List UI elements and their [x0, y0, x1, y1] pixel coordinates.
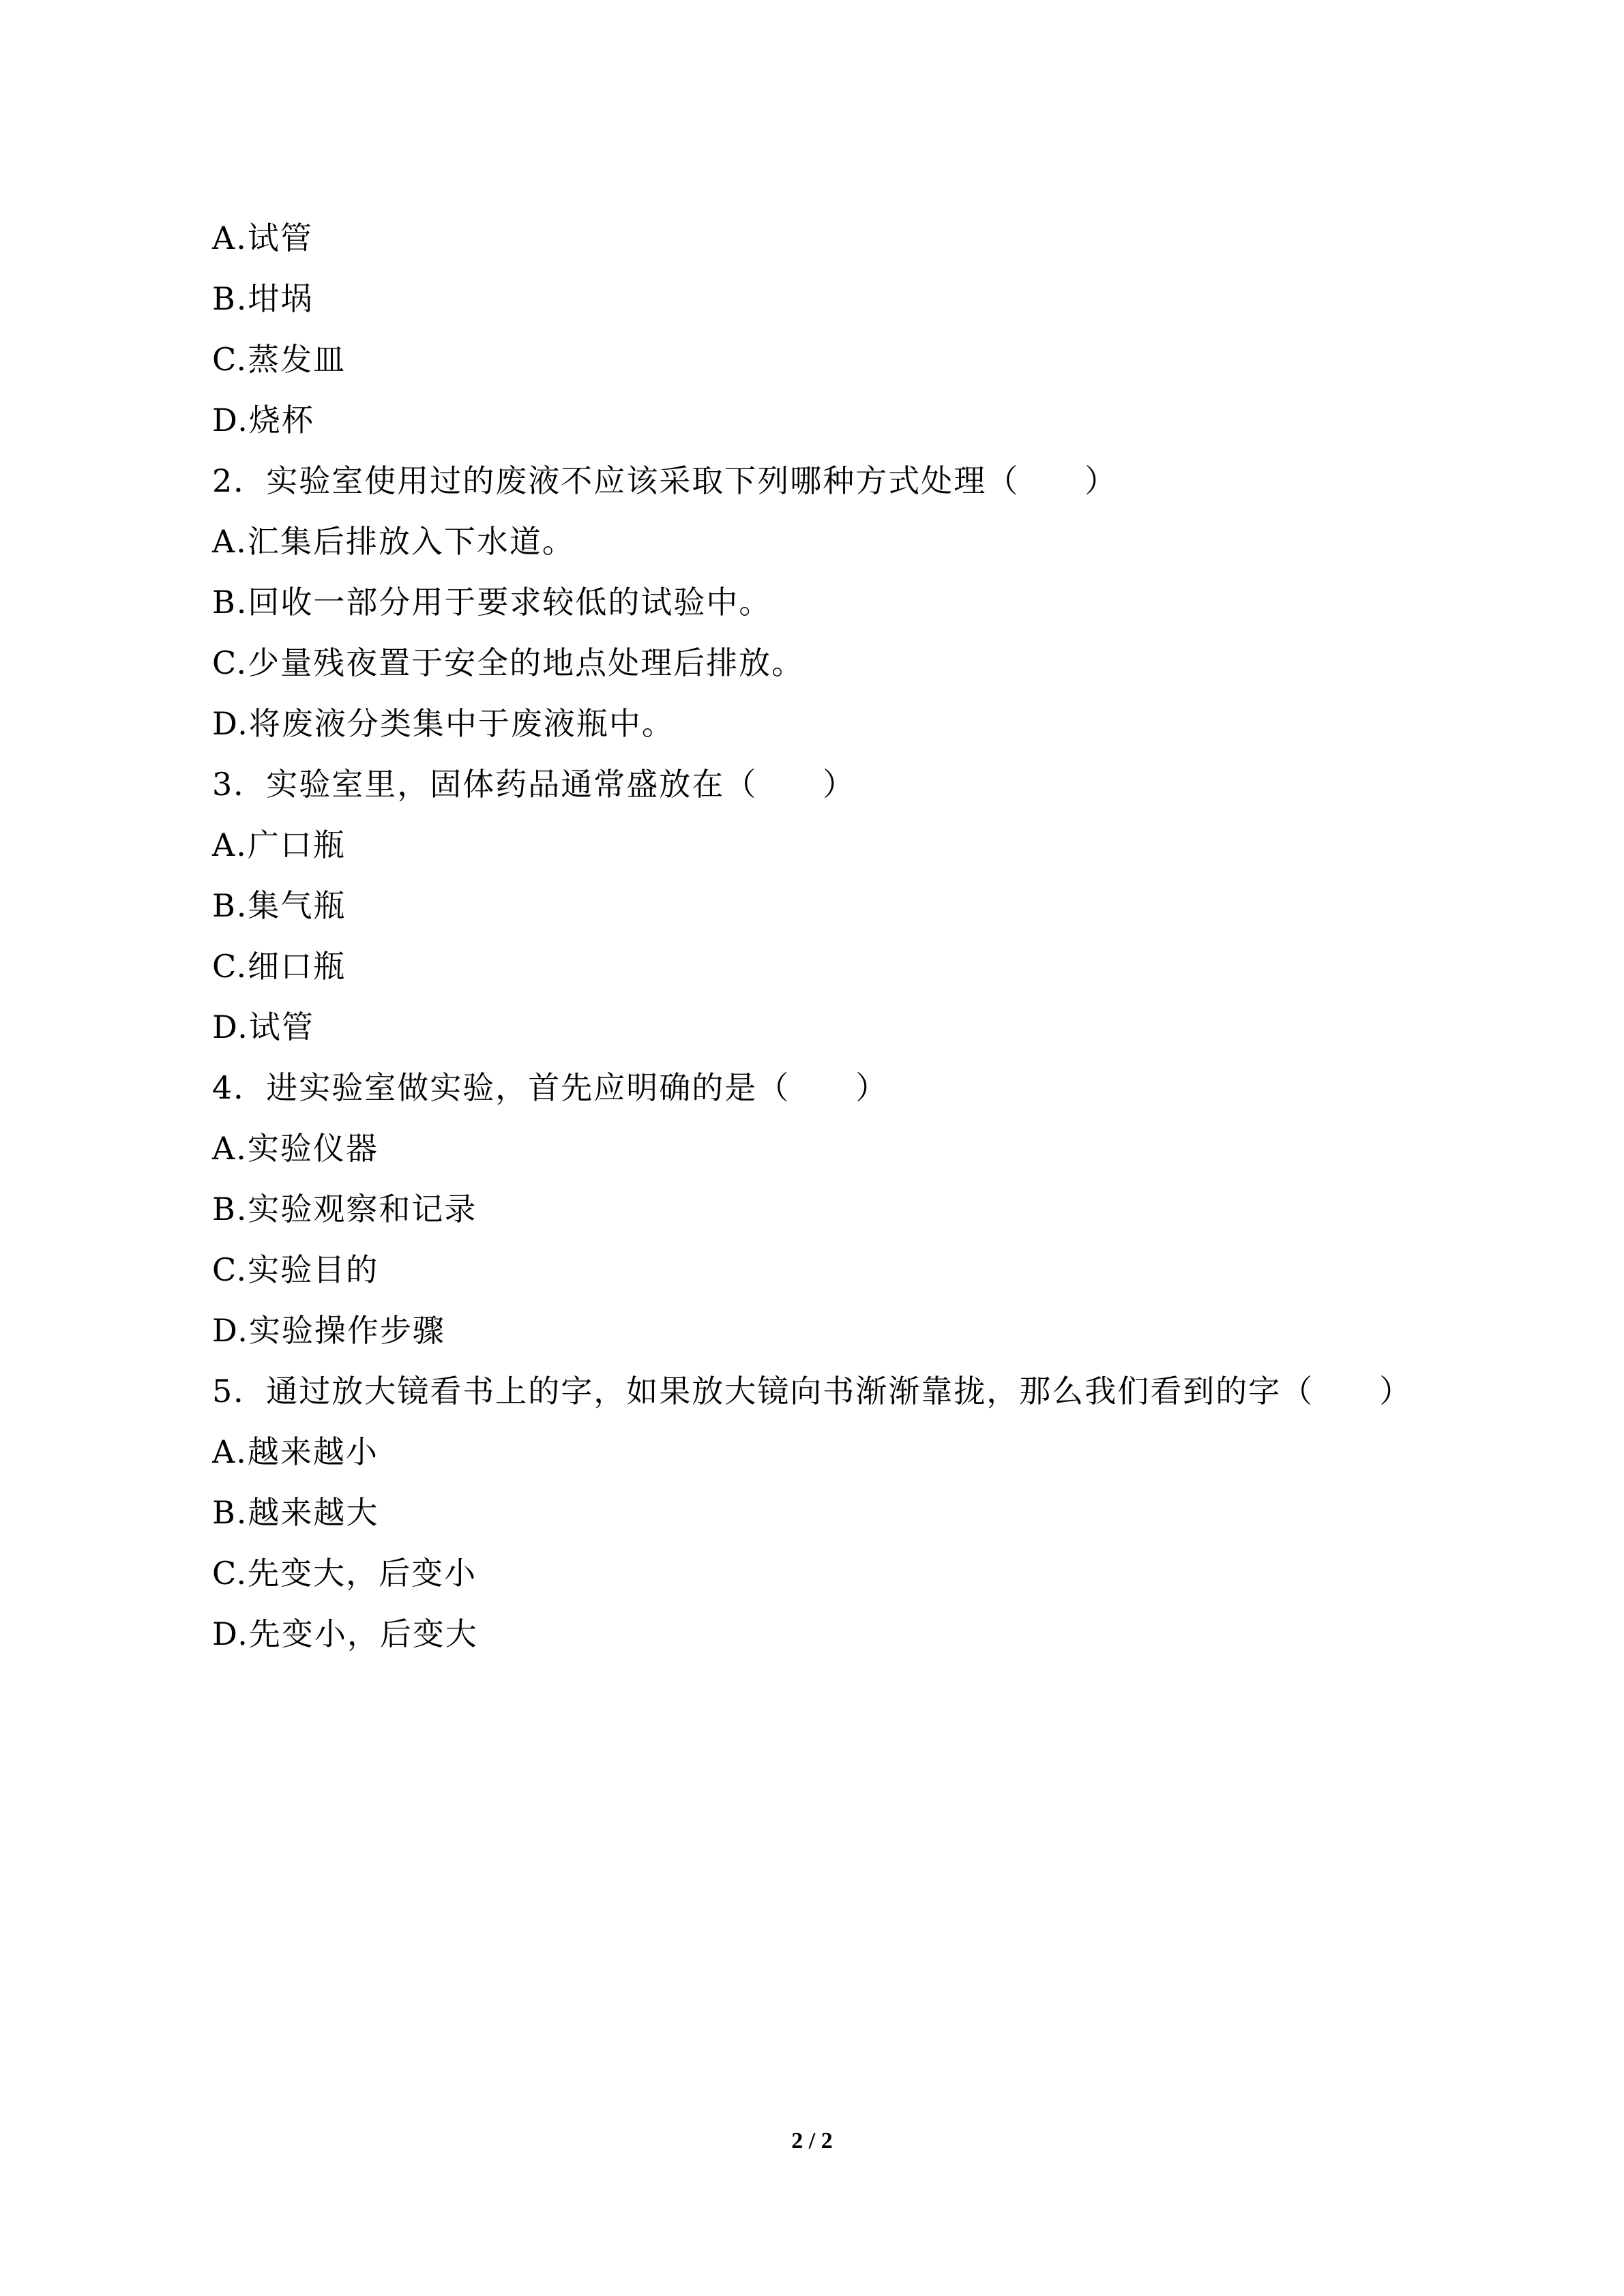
q1-option-b: B.坩埚	[212, 280, 314, 317]
q3-option-a: A.广口瓶	[212, 826, 346, 863]
q1-option-a: A.试管	[212, 220, 313, 256]
q4-stem: 4．进实验室做实验，首先应明确的是（ ）	[212, 1069, 889, 1106]
q4-option-c: C.实验目的	[212, 1251, 379, 1288]
q4-option-b: B.实验观察和记录	[212, 1191, 477, 1227]
page-number: 2 / 2	[791, 2128, 833, 2153]
q1-option-c: C.蒸发皿	[212, 341, 346, 378]
q5-option-c: C.先变大，后变小	[212, 1555, 477, 1592]
q2-option-c: C.少量残夜置于安全的地点处理后排放。	[212, 644, 805, 681]
q2-option-d: D.将废液分类集中于废液瓶中。	[212, 705, 675, 742]
q4-option-a: A.实验仪器	[212, 1130, 379, 1167]
q5-option-b: B.越来越大	[212, 1494, 379, 1531]
q2-stem: 2．实验室使用过的废液不应该采取下列哪种方式处理（ ）	[212, 462, 1118, 499]
q3-option-b: B.集气瓶	[212, 887, 346, 924]
question-list	[212, 208, 1508, 1665]
q2-option-b: B.回收一部分用于要求较低的试验中。	[212, 584, 772, 621]
q3-option-c: C.细口瓶	[212, 948, 346, 985]
q2-option-a: A.汇集后排放入下水道。	[212, 523, 575, 560]
q5-stem: 5．通过放大镜看书上的字，如果放大镜向书渐渐靠拢，那么我们看到的字（ ）	[212, 1373, 1413, 1410]
q5-option-a: A.越来越小	[212, 1433, 379, 1470]
q1-option-d: D.烧杯	[212, 402, 314, 438]
q3-option-d: D.试管	[212, 1009, 314, 1045]
q4-option-d: D.实验操作步骤	[212, 1312, 445, 1349]
q3-stem: 3．实验室里，固体药品通常盛放在（ ）	[212, 766, 856, 803]
q5-option-d: D.先变小，后变大	[212, 1615, 478, 1652]
